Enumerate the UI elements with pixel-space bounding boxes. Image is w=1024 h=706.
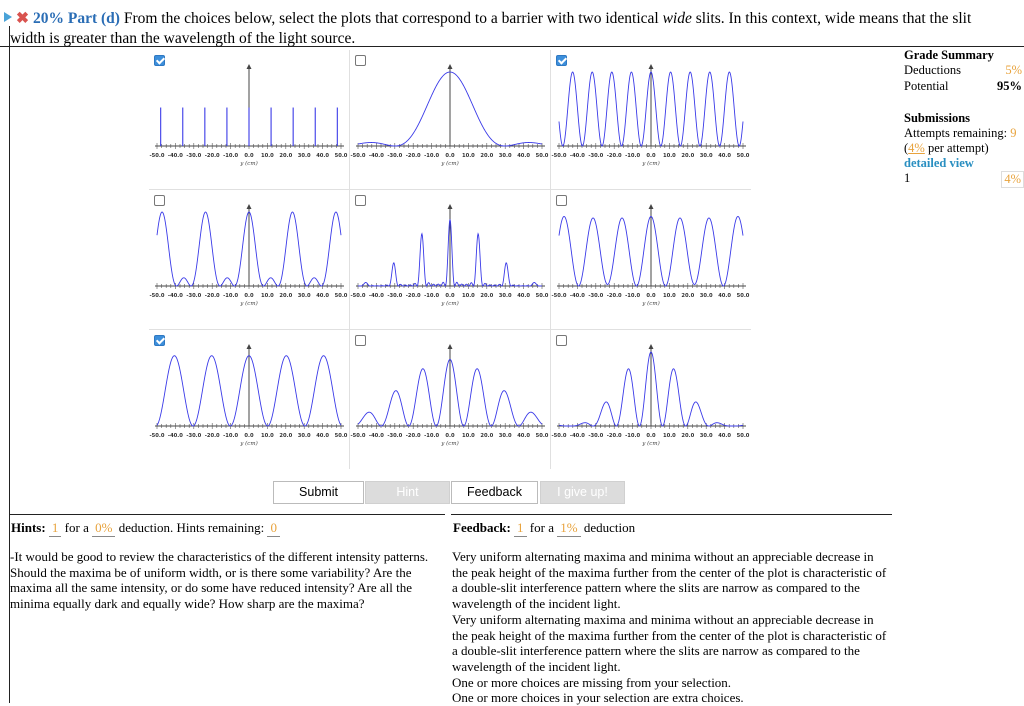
part-percent: 20%	[33, 10, 64, 27]
tick-label: 40.0	[718, 293, 732, 299]
deductions-value: 5%	[1005, 63, 1022, 77]
question-text	[124, 10, 971, 27]
axis-arrow	[448, 64, 453, 69]
tick-label: -40.0	[167, 293, 183, 299]
choice-cell[interactable]	[551, 50, 751, 189]
tick-label: -40.0	[569, 293, 585, 299]
tick-label: 50.0	[736, 153, 750, 159]
deductions-label: Deductions	[904, 63, 961, 77]
potential-row	[904, 79, 1024, 95]
choice-cell[interactable]	[149, 50, 349, 189]
checkbox-checked[interactable]	[154, 55, 165, 66]
tick-label: -10.0	[625, 293, 641, 299]
tick-label: -20.0	[606, 293, 622, 299]
tick-label: -20.0	[204, 153, 220, 159]
detailed-view-link[interactable]: detailed view	[904, 156, 974, 170]
tick-label: 30.0	[297, 153, 311, 159]
tick-label: -10.0	[223, 293, 239, 299]
feedback-for-a: for a	[529, 520, 554, 535]
tick-label: 10.0	[461, 153, 475, 159]
tick-label: 10.0	[662, 153, 676, 159]
tick-label: 50.0	[736, 433, 750, 439]
tick-label: 40.0	[316, 153, 330, 159]
tick-label: 40.0	[316, 293, 330, 299]
choice-cell[interactable]	[149, 330, 349, 469]
tick-label: -50.0	[551, 293, 567, 299]
grid-divider	[149, 329, 751, 330]
hint-button[interactable]: Hint	[365, 481, 450, 504]
tick-label: -30.0	[186, 153, 202, 159]
axis-arrow	[649, 204, 654, 209]
hints-deduction-text: deduction. Hints remaining:	[118, 520, 265, 535]
tick-label: 20.0	[681, 153, 695, 159]
axis-label: y (cm)	[642, 161, 660, 167]
tick-label: -30.0	[387, 293, 403, 299]
tick-label: 30.0	[498, 153, 512, 159]
tick-label: 30.0	[699, 433, 713, 439]
checkbox-unchecked[interactable]	[556, 195, 567, 206]
part-label: Part (d)	[67, 10, 120, 27]
checkbox-checked[interactable]	[154, 335, 165, 346]
grid-divider	[550, 50, 551, 469]
hints-for-a: for a	[64, 520, 89, 535]
feedback-text	[452, 549, 889, 706]
tick-label: -30.0	[588, 293, 604, 299]
tick-label: -30.0	[588, 153, 604, 159]
tick-label: 0.0	[646, 153, 656, 159]
axis-arrow	[649, 64, 654, 69]
tick-label: 20.0	[480, 153, 494, 159]
tick-label: 40.0	[316, 433, 330, 439]
tick-label: -40.0	[569, 433, 585, 439]
tick-label: 30.0	[498, 433, 512, 439]
per-attempt-text: per attempt)	[927, 141, 989, 155]
tick-label: -20.0	[606, 433, 622, 439]
choice-cell[interactable]	[350, 190, 550, 329]
choice-cell[interactable]	[551, 190, 751, 329]
tick-label: 10.0	[461, 293, 475, 299]
tick-label: -40.0	[368, 293, 384, 299]
intensity-plot	[551, 50, 751, 189]
tick-label: -20.0	[606, 153, 622, 159]
tick-label: 0.0	[646, 433, 656, 439]
tick-label: 20.0	[279, 433, 293, 439]
tick-label: -30.0	[588, 433, 604, 439]
tick-label: 0.0	[244, 293, 254, 299]
attempt-row	[904, 171, 1024, 187]
feedback-line: One or more choices are missing from your selection.	[452, 674, 732, 690]
intensity-plot	[149, 330, 349, 469]
deductions-row	[904, 63, 1024, 79]
feedback-line: One or more choices in your selection are extra choices.	[452, 690, 744, 706]
feedback-count: 1	[514, 520, 527, 537]
potential-label: Potential	[904, 79, 949, 93]
axis-label: y (cm)	[642, 301, 660, 307]
choice-cell[interactable]	[350, 330, 550, 469]
tick-label: -40.0	[167, 153, 183, 159]
question-line-2: width is greater than the wavelength of the light source.	[10, 30, 356, 47]
question-line-1	[4, 9, 971, 29]
intensity-plot	[149, 50, 349, 189]
checkbox-checked[interactable]	[556, 55, 567, 66]
tick-label: 10.0	[662, 433, 676, 439]
axis-arrow	[247, 204, 252, 209]
tick-label: 10.0	[461, 433, 475, 439]
tick-label: -10.0	[223, 153, 239, 159]
intensity-plot	[350, 330, 550, 469]
checkbox-unchecked[interactable]	[355, 335, 366, 346]
feedback-line: Very uniform alternating maxima and minima without an appreciable decrease in the peak height of the maxima further from the center of the plot is characteristic of a double-slit interference pattern where the slits are narrow as compared to the wavelength of the incident light.	[452, 611, 887, 674]
feedback-deduction-text: deduction	[583, 520, 636, 535]
intensity-plot	[551, 190, 751, 329]
tick-label: 30.0	[297, 293, 311, 299]
submit-button[interactable]: Submit	[273, 481, 364, 504]
tick-label: 40.0	[718, 433, 732, 439]
axis-label: y (cm)	[642, 441, 660, 447]
tick-label: 10.0	[662, 293, 676, 299]
tick-label: 40.0	[718, 153, 732, 159]
feedback-pct: 1%	[557, 520, 580, 537]
tick-label: -10.0	[223, 433, 239, 439]
tick-label: 20.0	[681, 293, 695, 299]
submissions-title: Submissions	[904, 111, 971, 125]
choice-grid	[149, 50, 778, 481]
tick-label: -50.0	[350, 153, 366, 159]
tick-label: 20.0	[279, 293, 293, 299]
tick-label: -40.0	[569, 153, 585, 159]
axis-arrow	[649, 344, 654, 349]
tick-label: -50.0	[149, 433, 165, 439]
action-buttons	[0, 481, 1024, 506]
tick-label: 10.0	[260, 153, 274, 159]
intensity-plot	[149, 190, 349, 329]
intensity-plot	[350, 50, 550, 189]
tick-label: -20.0	[405, 153, 421, 159]
question-italic: wide	[662, 10, 692, 27]
tick-label: -50.0	[350, 433, 366, 439]
tick-label: 40.0	[517, 153, 531, 159]
hints-label: Hints:	[11, 520, 46, 535]
axis-label: y (cm)	[441, 301, 459, 307]
axis-label: y (cm)	[441, 441, 459, 447]
attempt-pct: 4%	[1001, 171, 1024, 188]
tick-label: -20.0	[405, 433, 421, 439]
tick-label: -50.0	[350, 293, 366, 299]
tick-label: -50.0	[551, 433, 567, 439]
axis-arrow	[448, 344, 453, 349]
attempts-label: Attempts remaining:	[904, 126, 1008, 140]
tick-label: -30.0	[186, 293, 202, 299]
hints-panel	[9, 514, 445, 703]
tick-label: -50.0	[149, 153, 165, 159]
question-text-b: slits. In this context, wide means that the slit	[695, 10, 972, 27]
question-text-a: From the choices below, select the plots that correspond to a barrier with two identical	[123, 10, 659, 27]
per-attempt-pct: 4%	[908, 141, 925, 155]
tick-label: 40.0	[517, 293, 531, 299]
axis-label: y (cm)	[441, 161, 459, 167]
tick-label: 20.0	[279, 153, 293, 159]
play-icon[interactable]	[4, 12, 12, 22]
tick-label: 20.0	[681, 433, 695, 439]
tick-label: 30.0	[699, 293, 713, 299]
tick-label: 50.0	[334, 433, 348, 439]
feedback-button[interactable]: Feedback	[451, 481, 538, 504]
tick-label: 10.0	[260, 293, 274, 299]
per-attempt: (4% per attempt)	[904, 141, 989, 155]
choice-cell[interactable]	[350, 50, 550, 189]
choice-cell[interactable]	[149, 190, 349, 329]
tick-label: -30.0	[387, 433, 403, 439]
tick-label: -20.0	[405, 293, 421, 299]
tick-label: 0.0	[445, 433, 455, 439]
tick-label: -10.0	[625, 153, 641, 159]
tick-label: 30.0	[699, 153, 713, 159]
tick-label: 20.0	[480, 433, 494, 439]
grade-summary-title: Grade Summary	[904, 48, 994, 62]
tick-label: -10.0	[625, 433, 641, 439]
hints-header	[11, 520, 280, 537]
hint-text: -It would be good to review the characteristics of the different intensity patterns. Should the maxima be of uniform width, or is there some variability? Are the maxima all the same intensity, or do some have reduced intensity? Are all the minima equally dark and equally wide? How sharp are the maxima?	[10, 549, 429, 612]
tick-label: -20.0	[204, 293, 220, 299]
tick-label: -10.0	[424, 433, 440, 439]
tick-label: 50.0	[535, 153, 549, 159]
tick-label: -10.0	[424, 293, 440, 299]
hints-pct: 0%	[92, 520, 115, 537]
tick-label: 0.0	[244, 433, 254, 439]
potential-value: 95%	[997, 79, 1022, 93]
axis-label: y (cm)	[240, 301, 258, 307]
tick-label: 0.0	[445, 153, 455, 159]
tick-label: -40.0	[368, 153, 384, 159]
hints-count: 1	[49, 520, 62, 537]
axis-arrow	[247, 64, 252, 69]
tick-label: 50.0	[334, 153, 348, 159]
checkbox-unchecked[interactable]	[154, 195, 165, 206]
tick-label: 0.0	[244, 153, 254, 159]
tick-label: 0.0	[646, 293, 656, 299]
checkbox-unchecked[interactable]	[355, 195, 366, 206]
feedback-line: Very uniform alternating maxima and minima without an appreciable decrease in the peak height of the maxima further from the center of the plot is characteristic of a double-slit interference pattern where the slits are narrow as compared to the wavelength of the incident light.	[452, 549, 887, 612]
attempt-number: 1	[904, 171, 911, 185]
incorrect-icon: ✖	[16, 10, 29, 27]
axis-label: y (cm)	[240, 161, 258, 167]
axis-arrow	[448, 204, 453, 209]
feedback-panel	[451, 514, 892, 706]
grid-divider	[349, 50, 350, 469]
grade-sidebar	[904, 48, 1024, 187]
attempts-remaining	[904, 126, 1024, 141]
tick-label: 20.0	[480, 293, 494, 299]
question-header	[0, 4, 1024, 47]
tick-label: -50.0	[149, 293, 165, 299]
tick-label: -20.0	[204, 433, 220, 439]
feedback-header	[453, 520, 635, 537]
tick-label: 40.0	[517, 433, 531, 439]
intensity-plot	[551, 330, 751, 469]
axis-label: y (cm)	[240, 441, 258, 447]
grid-divider	[149, 189, 751, 190]
tick-label: -30.0	[186, 433, 202, 439]
tick-label: -50.0	[551, 153, 567, 159]
choice-cell[interactable]	[551, 330, 751, 469]
tick-label: 50.0	[736, 293, 750, 299]
checkbox-unchecked[interactable]	[355, 55, 366, 66]
tick-label: -10.0	[424, 153, 440, 159]
tick-label: 50.0	[535, 293, 549, 299]
give-up-button[interactable]: I give up!	[540, 481, 625, 504]
feedback-label: Feedback:	[453, 520, 511, 535]
tick-label: 10.0	[260, 433, 274, 439]
tick-label: 0.0	[445, 293, 455, 299]
tick-label: 50.0	[334, 293, 348, 299]
tick-label: -30.0	[387, 153, 403, 159]
tick-label: 30.0	[498, 293, 512, 299]
hints-remaining: 0	[267, 520, 280, 537]
tick-label: 50.0	[535, 433, 549, 439]
axis-arrow	[247, 344, 252, 349]
intensity-plot	[350, 190, 550, 329]
checkbox-unchecked[interactable]	[556, 335, 567, 346]
tick-label: -40.0	[368, 433, 384, 439]
tick-label: 30.0	[297, 433, 311, 439]
tick-label: -40.0	[167, 433, 183, 439]
attempts-value: 9	[1010, 126, 1017, 140]
